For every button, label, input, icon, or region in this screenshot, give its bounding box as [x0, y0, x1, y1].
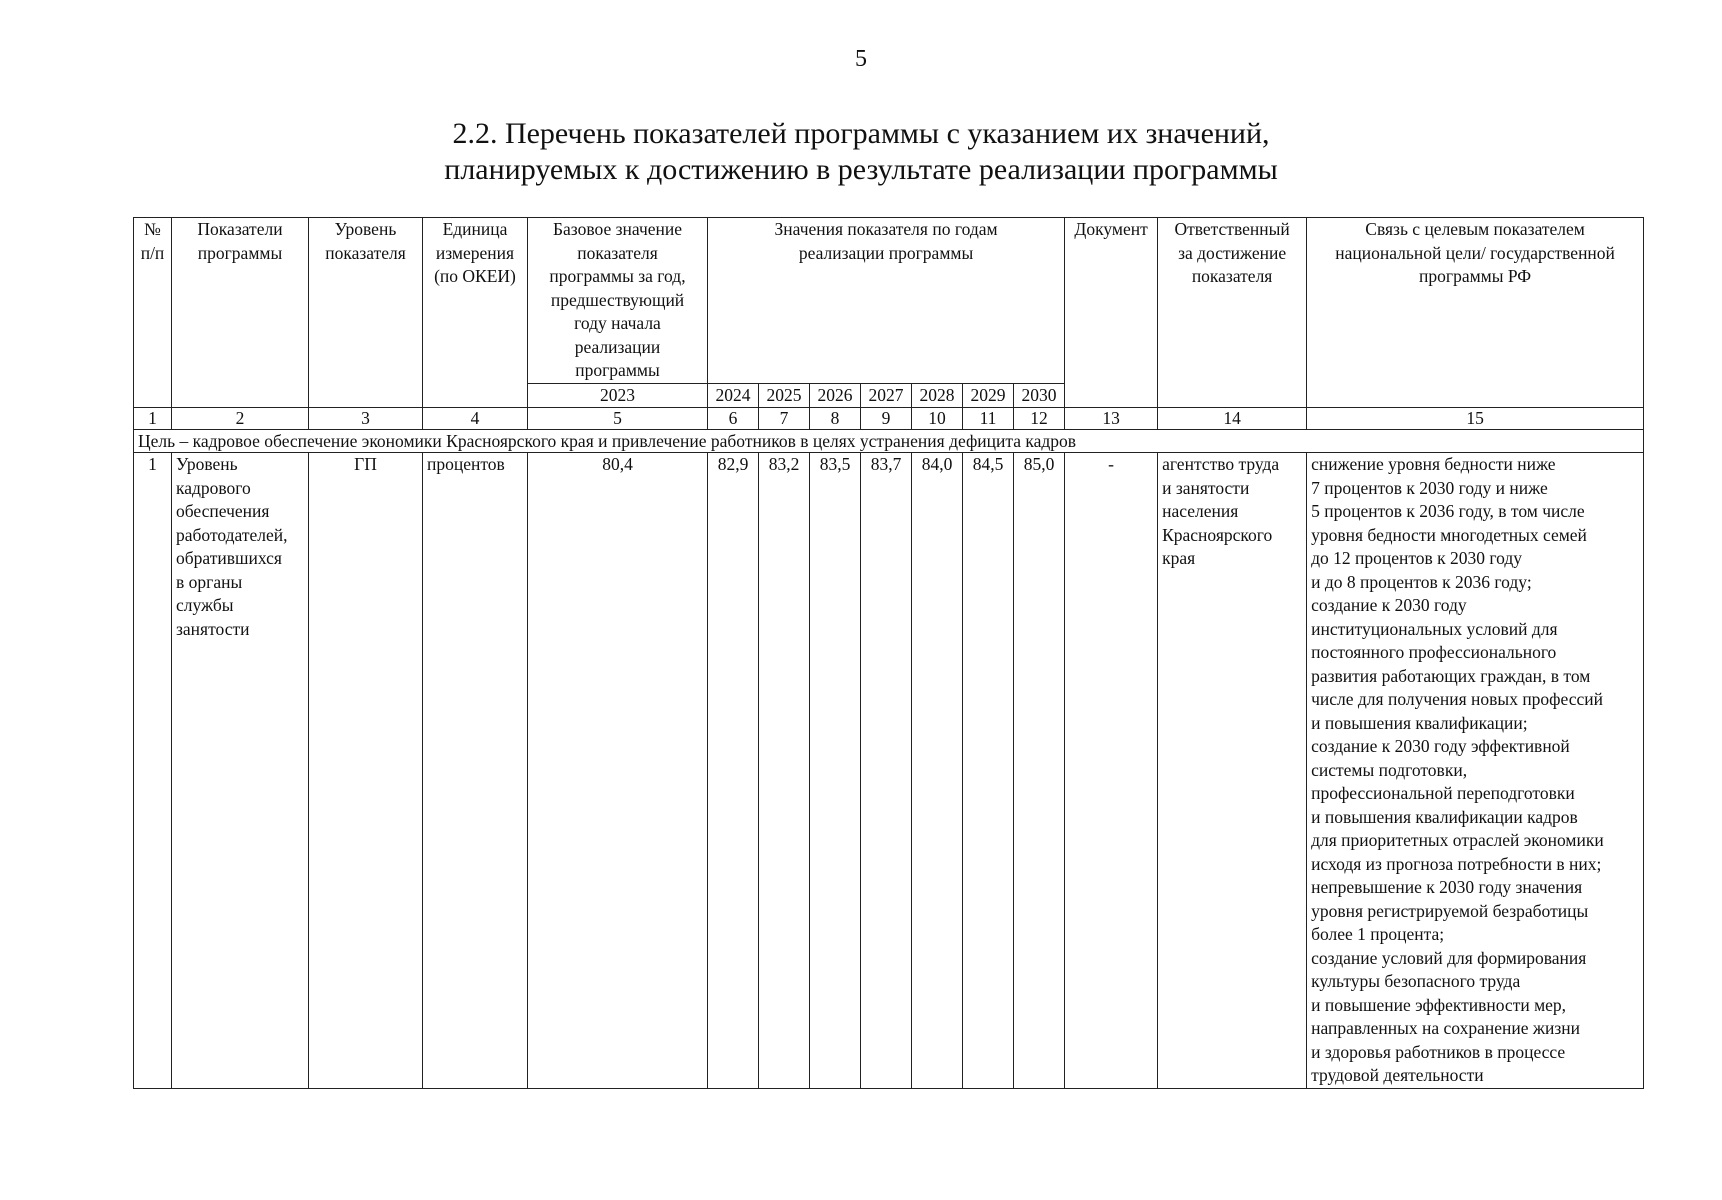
- row-responsible: агентство труда и занятости населения Красноярского края: [1158, 453, 1307, 1089]
- header-base: Базовое значение показателя программы за год, предшествующий году начала реализации программы: [528, 218, 708, 384]
- header-document: Документ: [1065, 218, 1158, 408]
- header-level: Уровень показателя: [309, 218, 423, 408]
- page-number: 5: [855, 46, 867, 72]
- column-number: 8: [810, 408, 861, 430]
- row-base-value: 80,4: [528, 453, 708, 1089]
- column-number: 5: [528, 408, 708, 430]
- header-responsible: Ответственный за достижение показателя: [1158, 218, 1307, 408]
- column-number: 9: [861, 408, 912, 430]
- row-level: ГП: [309, 453, 423, 1089]
- header-unit: Единица измерения (по ОКЕИ): [423, 218, 528, 408]
- document-title: [0, 116, 1722, 188]
- column-number: 3: [309, 408, 423, 430]
- row-unit: процентов: [423, 453, 528, 1089]
- indicators-table: [133, 217, 1644, 1089]
- header-base-year: 2023: [528, 383, 708, 408]
- title-line-1: 2.2. Перечень показателей программы с указанием их значений,: [452, 117, 1270, 150]
- goal-text: Цель – кадровое обеспечение экономики Красноярского края и привлечение работников в целях устранения дефицита кадров: [134, 430, 1644, 453]
- header-year: 2029: [963, 383, 1014, 408]
- header-year: 2028: [912, 383, 963, 408]
- column-number: 6: [708, 408, 759, 430]
- column-number: 10: [912, 408, 963, 430]
- column-number: 13: [1065, 408, 1158, 430]
- column-number: 12: [1014, 408, 1065, 430]
- column-number: 1: [134, 408, 172, 430]
- row-year-value: 83,2: [759, 453, 810, 1089]
- column-numbers-row: [134, 408, 1644, 430]
- column-number: 14: [1158, 408, 1307, 430]
- column-number: 7: [759, 408, 810, 430]
- header-num: № п/п: [134, 218, 172, 408]
- row-year-value: 82,9: [708, 453, 759, 1089]
- column-number: 2: [172, 408, 309, 430]
- header-year: 2030: [1014, 383, 1065, 408]
- header-row: [134, 218, 1644, 384]
- row-year-value: 84,0: [912, 453, 963, 1089]
- header-year: 2026: [810, 383, 861, 408]
- row-year-value: 84,5: [963, 453, 1014, 1089]
- row-indicator: Уровень кадрового обеспечения работодателей, обратившихся в органы службы занятости: [172, 453, 309, 1089]
- column-number: 11: [963, 408, 1014, 430]
- row-year-value: 85,0: [1014, 453, 1065, 1089]
- table-row: [134, 453, 1644, 1089]
- goal-row: [134, 430, 1644, 453]
- header-link: Связь с целевым показателем национальной цели/ государственной программы РФ: [1307, 218, 1644, 408]
- row-num: 1: [134, 453, 172, 1089]
- column-number: 15: [1307, 408, 1644, 430]
- header-year: 2027: [861, 383, 912, 408]
- header-indicator: Показатели программы: [172, 218, 309, 408]
- header-year: 2024: [708, 383, 759, 408]
- header-values-by-year: Значения показателя по годам реализации программы: [708, 218, 1065, 384]
- row-year-value: 83,5: [810, 453, 861, 1089]
- column-number: 4: [423, 408, 528, 430]
- title-line-2: планируемых к достижению в результате реализации программы: [444, 153, 1278, 186]
- row-year-value: 83,7: [861, 453, 912, 1089]
- row-link: снижение уровня бедности ниже 7 процентов к 2030 году и ниже 5 процентов к 2036 году, в том числе уровня бедности многодетных семей до 12 процентов к 2030 году и до 8 процентов к 2036 году; создание к 2030 году институциональных условий для постоянного профессионального развития работающих граждан, в том числе для получения новых профессий и повышения квалификации; создание к 2030 году эффективной системы подготовки, профессиональной переподготовки и повышения квалификации кадров для приоритетных отраслей экономики исходя из прогноза потребности в них; непревышение к 2030 году значения уровня регистрируемой безработицы более 1 процента; создание условий для формирования культуры безопасного труда и повышение эффективности мер, направленных на сохранение жизни и здоровья работников в процессе трудовой деятельности: [1307, 453, 1644, 1089]
- row-document: -: [1065, 453, 1158, 1089]
- header-year: 2025: [759, 383, 810, 408]
